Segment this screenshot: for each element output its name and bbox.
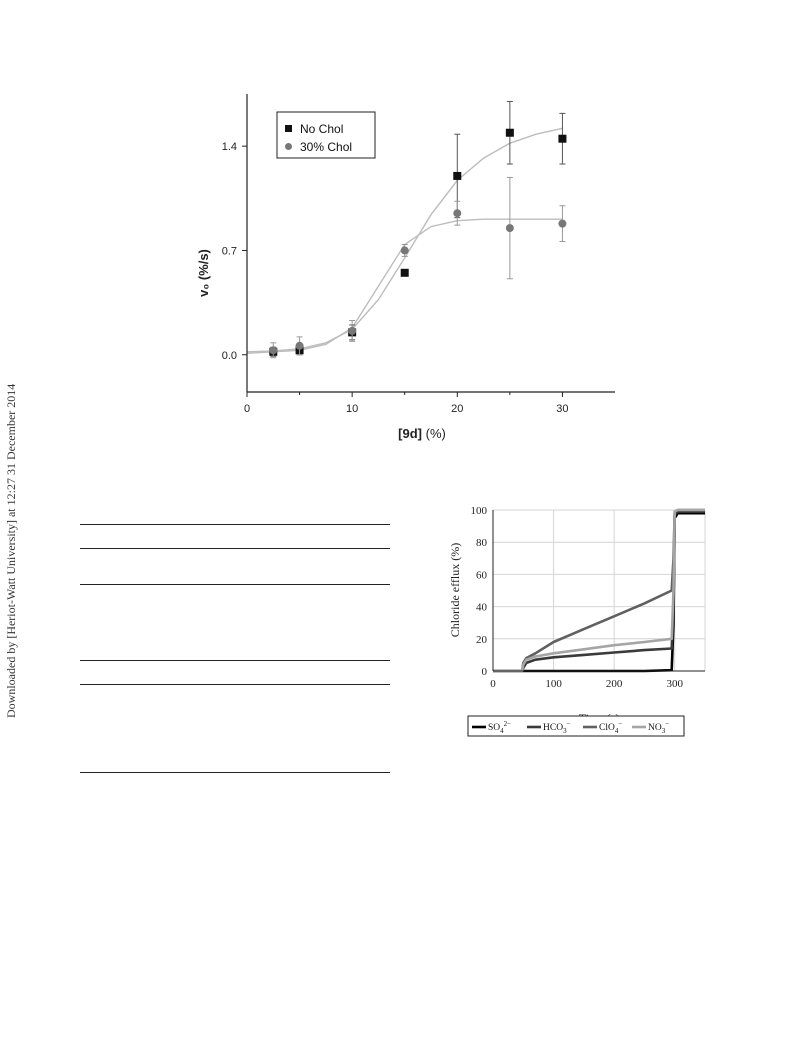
x-axis-label-unit: (%)	[422, 426, 446, 441]
axes	[471, 505, 706, 690]
x-tick-label: 20	[451, 403, 464, 415]
data-point-no-chol	[453, 172, 461, 180]
legend-label-sup: −	[665, 720, 670, 728]
x-tick-label: 30	[556, 403, 569, 415]
legend-marker-square	[285, 125, 292, 132]
data-point-chol	[558, 220, 566, 228]
legend-label-sub: 4	[614, 727, 619, 735]
y-tick-label: 0.0	[221, 349, 237, 362]
legend-label-sup: −	[566, 720, 571, 728]
data-point-chol	[296, 342, 304, 350]
data-point-chol	[269, 346, 277, 354]
x-axis-label	[398, 426, 446, 441]
data-point-no-chol	[558, 135, 566, 143]
y-tick-label: 40	[476, 601, 487, 614]
download-watermark: Downloaded by [Heriot-Watt University] at 12:27 31 December 2014	[4, 383, 18, 718]
table-rule-4	[80, 660, 390, 661]
legend-marker-circle	[285, 143, 292, 150]
legend	[468, 716, 684, 736]
table-rule-5	[80, 684, 390, 685]
table-rule-3	[80, 584, 390, 585]
legend-label	[543, 720, 571, 735]
legend-label-sub: 3	[661, 727, 666, 735]
legend-label-sup: 2−	[503, 720, 512, 728]
x-tick-label: 300	[666, 678, 683, 690]
legend-label-base: ClO	[599, 723, 615, 733]
chloride-efflux-chart	[435, 495, 715, 745]
fit-curves	[247, 128, 562, 353]
fit-curve-no-chol	[247, 128, 562, 351]
y-tick-label: 0.7	[221, 245, 237, 258]
rate-vs-concentration-chart	[180, 80, 630, 450]
legend	[277, 112, 375, 158]
legend-label-sub: 4	[500, 727, 504, 735]
legend-label-base: SO	[488, 723, 501, 733]
y-tick-label: 60	[476, 569, 487, 582]
y-axis-label: v₀ (%/s)	[196, 249, 211, 297]
x-tick-label: 0	[490, 678, 496, 690]
legend-label-base: NO	[648, 723, 662, 733]
y-tick-label: 100	[470, 505, 487, 517]
legend-label: 30% Chol	[300, 140, 353, 154]
data-point-no-chol	[401, 269, 409, 277]
table-rule-2	[80, 548, 390, 549]
y-axis-label: Chloride efflux (%)	[448, 542, 462, 638]
data-point-chol	[401, 246, 409, 254]
legend-label-base: HCO	[543, 723, 564, 733]
legend-label-sub: 3	[563, 727, 567, 735]
legend-label: No Chol	[300, 122, 344, 136]
x-tick-label: 200	[605, 678, 623, 690]
data-point-chol	[506, 224, 514, 232]
legend-label-sup: −	[618, 720, 623, 728]
y-tick-label: 0	[481, 666, 487, 678]
y-tick-label: 1.4	[221, 141, 237, 154]
data-point-chol	[453, 209, 461, 217]
x-axis-label-bold: [9d]	[398, 426, 422, 441]
table-rule-6	[80, 772, 390, 773]
x-tick-label: 0	[243, 403, 251, 415]
series-lines	[493, 510, 705, 671]
x-tick-label: 100	[545, 678, 562, 690]
y-tick-label: 20	[476, 633, 487, 646]
x-tick-label: 10	[346, 403, 359, 415]
fit-curve-chol	[247, 219, 562, 353]
table-rule-1	[80, 524, 390, 525]
data-point-chol	[348, 327, 356, 335]
data-point-no-chol	[506, 129, 514, 137]
y-tick-label: 80	[476, 537, 487, 550]
